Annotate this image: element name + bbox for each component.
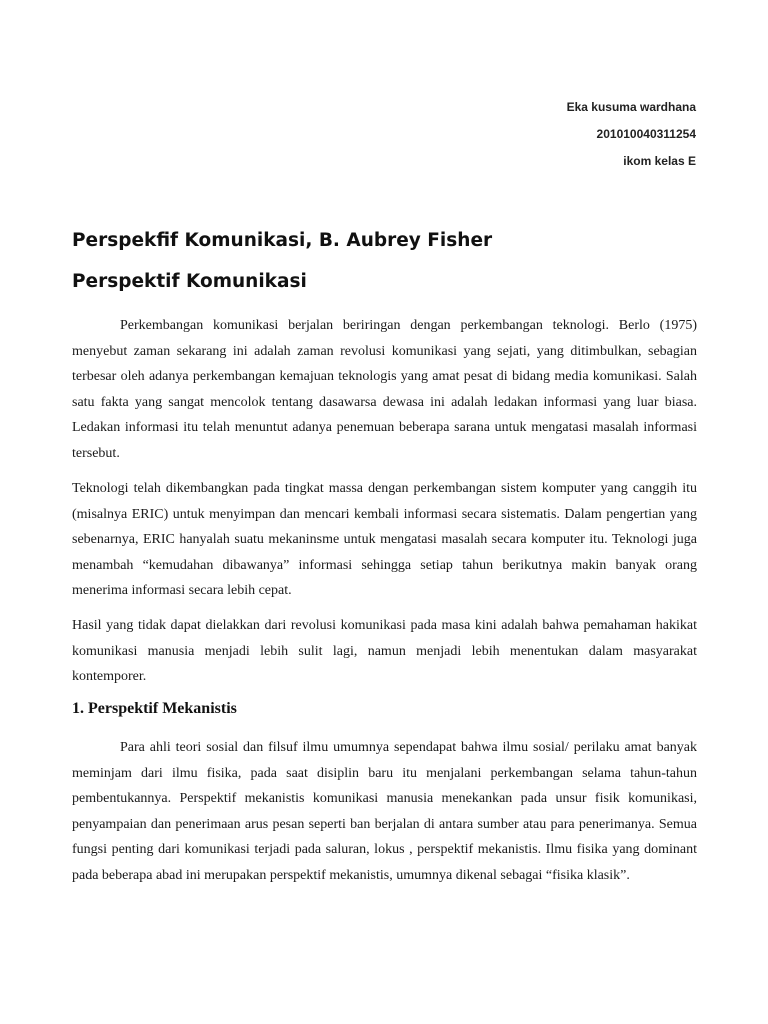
student-id: 201010040311254 — [596, 127, 696, 141]
paragraph-1: Perkembangan komunikasi berjalan beriringan dengan perkembangan teknologi. Berlo (1975) menyebut zaman sekarang ini adalah zaman revolusi komunikasi yang sejati, yang ditimbulkan, sebagian terbesar oleh adanya perkembangan kemajuan teknologis yang amat pesat di bidang media komunikasi. Salah satu fakta yang sangat mencolok tentang dasawarsa dewasa ini adalah ledakan informasi yang luar biasa. Ledakan informasi itu telah menuntut adanya penemuan beberapa sarana untuk mengatasi masalah informasi tersebut. — [72, 318, 697, 461]
document-subtitle: Perspektif Komunikasi — [72, 271, 307, 292]
class-info: ikom kelas E — [623, 154, 696, 168]
document-title: Perspekfif Komunikasi, B. Aubrey Fisher — [72, 230, 493, 251]
section-heading: 1. Perspektif Mekanistis — [72, 700, 237, 717]
paragraph-2: Teknologi telah dikembangkan pada tingkat massa dengan perkembangan sistem komputer yang canggih itu (misalnya ERIC) untuk menyimpan dan mencari kembali informasi secara sistematis. Dalam pengertian yang sebenarnya, ERIC hanyalah suatu mekaninsme untuk mengatasi masalah secara komputer itu. Teknologi juga menambah “kemudahan dibawanya” informasi sehingga setiap tahun berikutnya makin banyak orang menerima informasi secara lebih cepat. — [72, 481, 697, 598]
author-name: Eka kusuma wardhana — [566, 100, 696, 114]
author-info — [567, 98, 696, 179]
section-paragraph: Para ahli teori sosial dan filsuf ilmu umumnya sependapat bahwa ilmu sosial/ perilaku amat banyak meminjam dari ilmu fisika, pada saat disiplin baru itu menjalani perkembangan selama tahun-tahun pembentukannya. Perspektif mekanistis komunikasi manusia menekankan pada unsur fisik komunikasi, penyampaian dan penerimaan arus pesan seperti ban berjalan di antara sumber atau para penerimanya. Semua fungsi penting dari komunikasi terjadi pada saluran, lokus , perspektif mekanistis. Ilmu fisika yang dominant pada beberapa abad ini merupakan perspektif mekanistis, umumnya dikenal sebagai “fisika klasik”. — [72, 740, 697, 883]
paragraph-3: Hasil yang tidak dapat dielakkan dari revolusi komunikasi pada masa kini adalah bahwa pemahaman hakikat komunikasi manusia menjadi lebih sulit lagi, namun menjadi lebih menentukan dalam masyarakat kontemporer. — [72, 618, 697, 684]
